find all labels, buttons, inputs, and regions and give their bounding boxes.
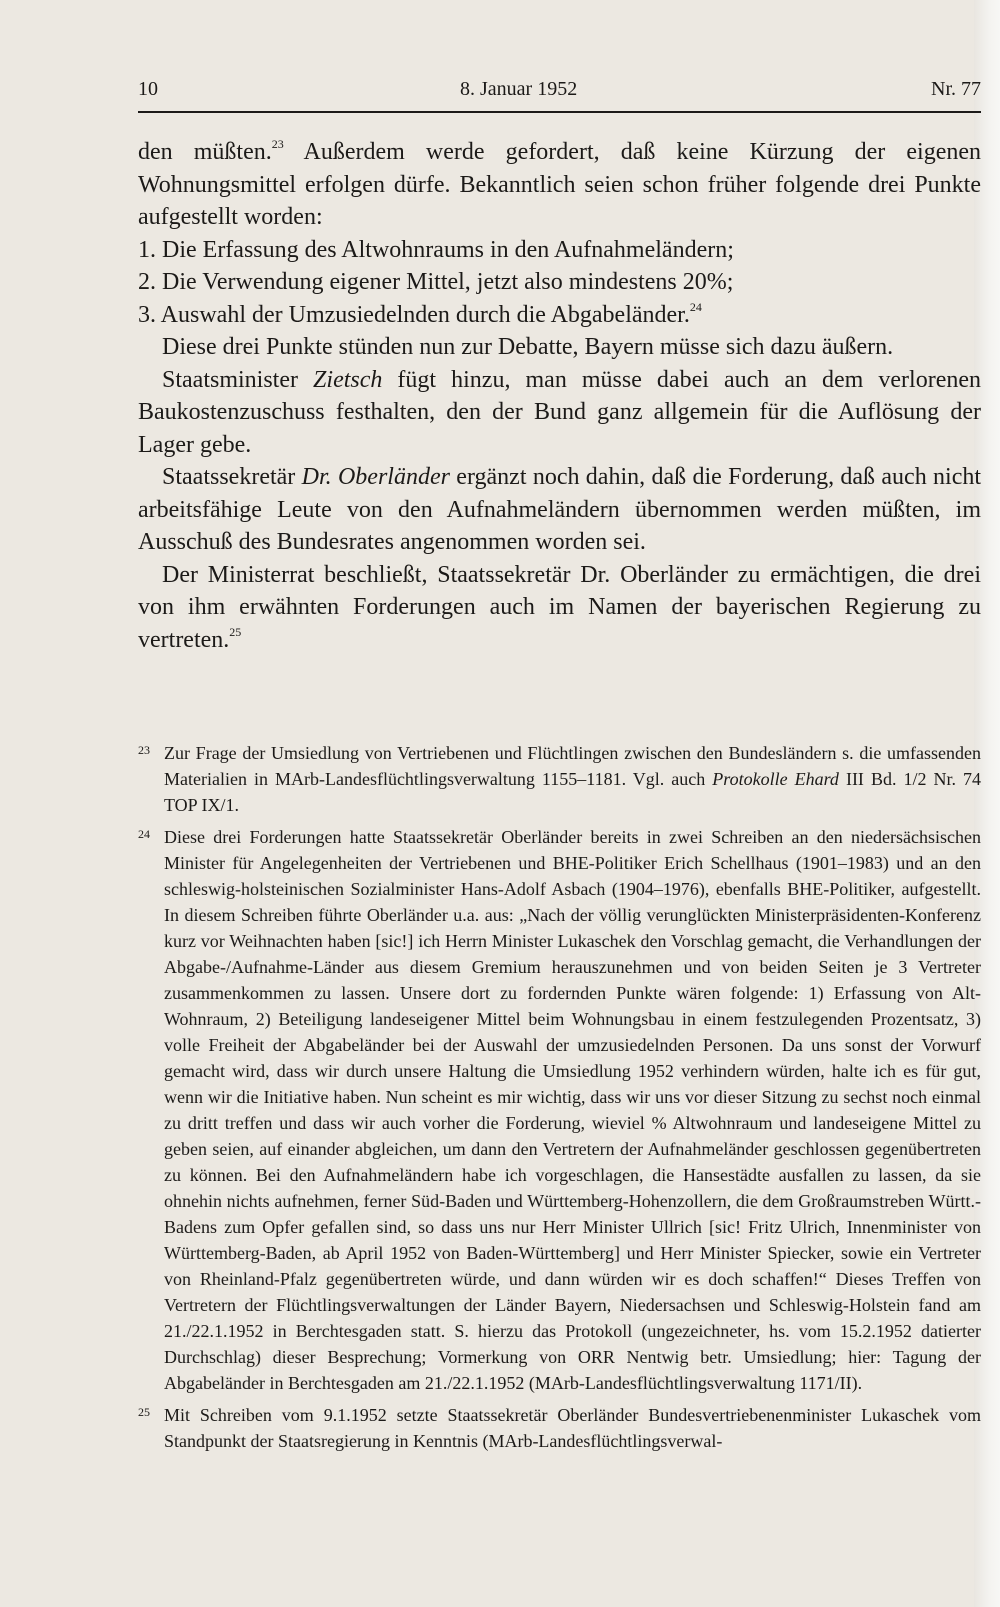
footnote-ref-25: 25 (229, 624, 242, 639)
footnotes (138, 740, 981, 1460)
header-issue-number: Nr. 77 (931, 78, 981, 100)
list-item-3 (138, 299, 981, 332)
paragraph-2: Diese drei Punkte stünden nun zur Debatte, Bayern müsse sich dazu äußern. (162, 334, 894, 360)
list-item-2: 2. Die Verwendung eigener Mittel, jetzt also mindestens 20%; (138, 269, 734, 295)
paragraph-4 (138, 461, 981, 559)
footnote-23-text-a: Zur Frage der Umsiedlung von Vertriebenen und Flüchtlingen zwischen den Bundesländern s. die umfassenden Materialien in MArb-Landesflüchtlingsverwaltung 1155–1181. Vgl. auch (164, 743, 981, 789)
header-rule (138, 111, 981, 113)
paragraph-1 (138, 136, 981, 234)
paragraph-3 (138, 364, 981, 462)
header-date: 8. Januar 1952 (460, 78, 578, 100)
running-header (138, 78, 981, 110)
paragraph-3-text-b: fügt hinzu, man müsse dabei auch an dem verlorenen Baukostenzuschuss festhalten, den der Bund ganz allgemein für die Auflösung der Lager gebe. (138, 366, 981, 458)
paragraph-4-text-a: Staatssekretär (162, 464, 302, 490)
speaker-name-oberlaender: Dr. Oberländer (301, 464, 450, 490)
paragraph-4-text-b: ergänzt noch dahin, daß die Forderung, daß auch nicht arbeitsfähige Leute von den Aufnahmeländern übernommen werden müßten, im Ausschuß des Bundesrates angenommen worden sei. (138, 464, 982, 555)
footnote-23 (138, 740, 981, 818)
footnote-ref-24: 24 (689, 299, 702, 314)
page-number: 10 (138, 78, 158, 100)
footnote-24 (138, 824, 981, 1396)
main-text (138, 136, 981, 656)
footnote-number: 25 (138, 1405, 150, 1419)
paragraph-3-text-a: Staatsminister (162, 366, 314, 393)
paragraph-5-text: Der Ministerrat beschließt, Staatssekretär Dr. Oberländer zu ermächtigen, die drei von ihm erwähnten Forderungen auch im Namen der bayerischen Regierung zu vertreten. (138, 561, 981, 653)
footnote-23-italic: Protokolle Ehard (712, 769, 839, 789)
footnote-25 (138, 1402, 981, 1454)
paragraph-1-text-b: Außerdem werde gefordert, daß keine Kürzung der eigenen Wohnungsmittel erfolgen dürfe. Bekanntlich seien schon früher folgende drei Punkte aufgestellt worden: (138, 139, 982, 230)
footnote-25-text: Mit Schreiben vom 9.1.1952 setzte Staatssekretär Oberländer Bundesvertriebenenminister Lukaschek vom Standpunkt der Staatsregierung in Kenntnis (MArb-Landesflüchtlingsverwal- (164, 1405, 981, 1451)
footnote-number: 24 (138, 827, 150, 841)
list-item-1: 1. Die Erfassung des Altwohnraums in den Aufnahmeländern; (138, 236, 734, 263)
footnote-ref-23: 23 (271, 137, 284, 151)
paragraph-5 (138, 559, 981, 657)
footnote-number: 23 (138, 743, 150, 757)
footnote-23-text-b: III Bd. 1/2 Nr. 74 TOP IX/1. (164, 769, 981, 815)
paragraph-1-text-a: den müßten. (138, 139, 272, 165)
speaker-name-zietsch: Zietsch (313, 366, 383, 393)
footnote-24-text: Diese drei Forderungen hatte Staatssekretär Oberländer bereits in zwei Schreiben an den niedersächsischen Minister für Angelegenheiten der Vertriebenen und BHE-Politiker Erich Schellhaus (1901–1983) und an den schleswig-holsteinischen Sozialminister Hans-Adolf Asbach (1904–1976), ebenfalls BHE-Politiker, aufgestellt. In diesem Schreiben führte Oberländer u.a. aus: „Nach der völlig verunglückten Ministerpräsidenten-Konferenz kurz vor Weihnachten haben [sic!] ich Herrn Minister Lukaschek den Vorschlag gemacht, die Verhandlungen der Abgabe-/Aufnahme-Länder aus diesem Gremium herauszunehmen und von beiden Seiten je 3 Vertreter zusammenkommen zu lassen. Unsere dort zu fordernden Punkte wären folgende: 1) Erfassung von Alt-Wohnraum, 2) Beteiligung landeseigener Mittel beim Wohnungsbau in einem festzulegenden Prozentsatz, 3) volle Freiheit der Abgabeländer bei der Auswahl der umzusiedelnden Personen. Da uns sonst der Vorwurf gemacht wird, dass wir durch unsere Haltung die Umsiedlung 1952 verhindern würden, halte ich es für gut, wenn wir die Initiative haben. Nun scheint es mir wichtig, dass wir uns vor dieser Sitzung zu sechst noch einmal zu dritt treffen und dass wir auch vorher die Forderung, wieviel % Altwohnraum und landeseigene Mittel zu geben seien, auf einander abgleichen, um dann den Vertretern der Aufnahmeländer geschlossen gegenübertreten zu können. Bei den Aufnahmeländern habe ich vorgeschlagen, die Hansestädte ausfallen zu lassen, da sie ohnehin nichts aufnehmen, ferner Süd-Baden und Württemberg-Hohenzollern, die dem Großraumstreben Württ.-Badens zum Opfer gefallen sind, so dass uns nur Herr Minister Ullrich [sic! Fritz Ulrich, Innenminister von Württemberg-Baden, ab April 1952 von Baden-Württemberg] und Herr Minister Spiecker, sowie ein Vertreter von Rheinland-Pfalz gegenübertreten würde, und dann würden wir es doch schaffen!“ Dieses Treffen von Vertretern der Flüchtlingsverwaltungen der Länder Bayern, Niedersachsen und Schleswig-Holstein fand am 21./22.1.1952 in Berchtesgaden statt. S. hierzu das Protokoll (ungezeichneter, hs. vom 15.2.1952 datierter Durchschlag) dieser Besprechung; Vormerkung von ORR Nentwig betr. Umsiedlung; hier: Tagung der Abgabeländer in Berchtesgaden am 21./22.1.1952 (MArb-Landesflüchtlingsverwaltung 1171/II). (164, 827, 981, 1393)
list-item-3-text: 3. Auswahl der Umzusiedelnden durch die Abgabeländer. (138, 301, 690, 328)
